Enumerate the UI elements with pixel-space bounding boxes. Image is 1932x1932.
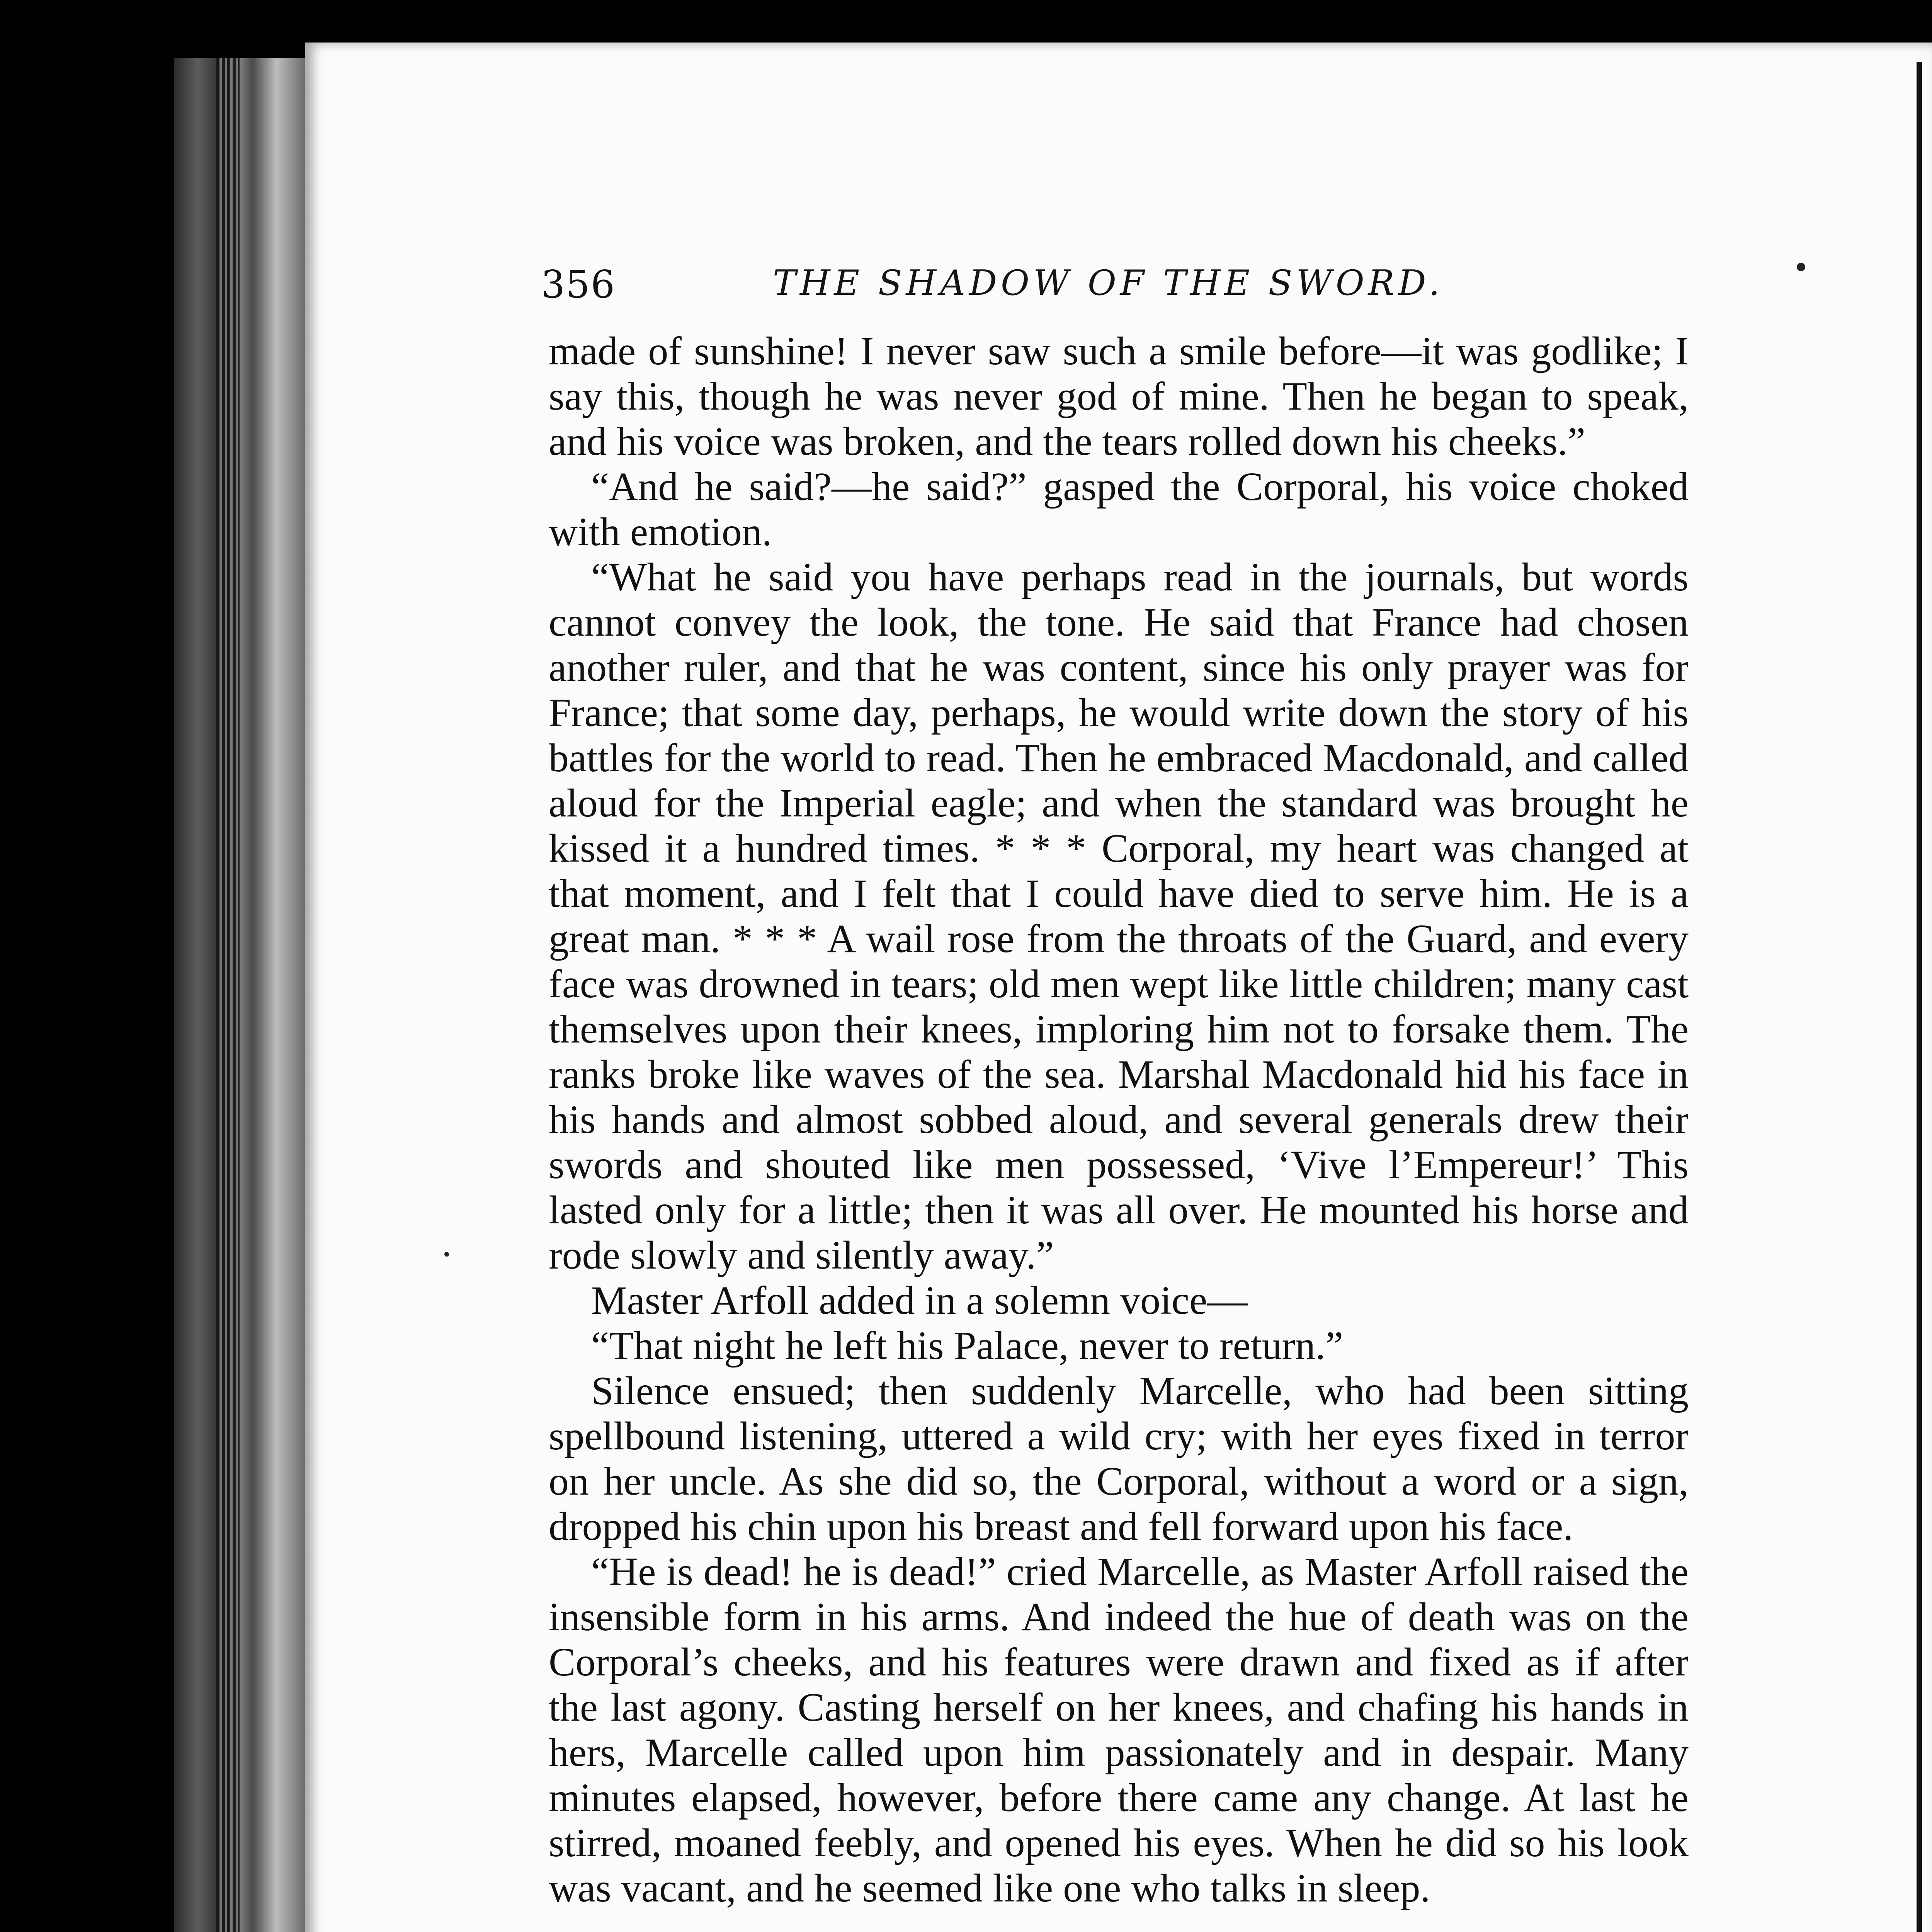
paragraph: Master Arfoll added in a solemn voice— [591,1278,1248,1323]
paragraph: “He is dead! he is dead!” cried Marcelle, as Master Arfoll raised the insensible form in his arms. And indeed the hue of death was on the Corporal’s cheeks, and his features were drawn and fixed as if after the last agony. Casting herself on her knees, and chafing his hands in hers, Marcelle called upon him passionately and in despair. Many minutes elapsed, however, before there came any change. At last he stirred, moaned feebly, and opened his eyes. When he did so his look was vacant, and he seemed like one who talks in sleep. [549,1549,1689,1910]
paragraph: “And he said?—he said?” gasped the Corporal, his voice choked with emotion. [549,464,1689,554]
paragraph: made of sunshine! I never saw such a smile before—it was godlike; I say this, though he was never god of mine. Then he began to speak, and his voice was broken, and the tears rolled down his cheeks.” [549,329,1689,464]
facing-page-edge [1917,62,1922,1932]
scan-speck [444,1252,449,1257]
body-text [549,328,1689,1911]
book-edge-pages [216,58,240,1932]
paragraph: “What he said you have perhaps read in the journals, but words cannot convey the look, the tone. He said that France had chosen another ruler, and that he was content, since his only prayer was for France; that some day, perhaps, he would write down the story of his battles for the world to read. Then he embraced Macdonald, and called aloud for the Imperial eagle; and when the standard was brought he kissed it a hundred times. * * * Corporal, my heart was changed at that moment, and I felt that I could have died to serve him. He is a great man. * * * A wail rose from the throats of the Guard, and every face was drowned in tears; old men wept like little children; many cast themselves upon their knees, imploring him not to forsake them. The ranks broke like waves of the sea. Marshal Macdonald hid his face in his hands and almost sobbed aloud, and several generals drew their swords and shouted like men possessed, ‘Vive l’Empereur!’ This lasted only for a little; then it was all over. He mounted his horse and rode slowly and silently away.” [549,555,1689,1277]
paragraph: “That night he left his Palace, never to return.” [591,1323,1344,1368]
paragraph: Silence ensued; then suddenly Marcelle, who had been sitting spellbound listening, uttered a wild cry; with her eyes fixed in terror on her uncle. As she did so, the Corporal, without a word or a sign, dropped his chin upon his breast and fell forward upon his face. [549,1369,1689,1549]
running-head: THE SHADOW OF THE SWORD. [773,263,1444,303]
page-header [541,255,1700,313]
book-edge [174,58,305,1932]
page-number: 356 [541,263,616,307]
scan-speck [1797,263,1805,271]
